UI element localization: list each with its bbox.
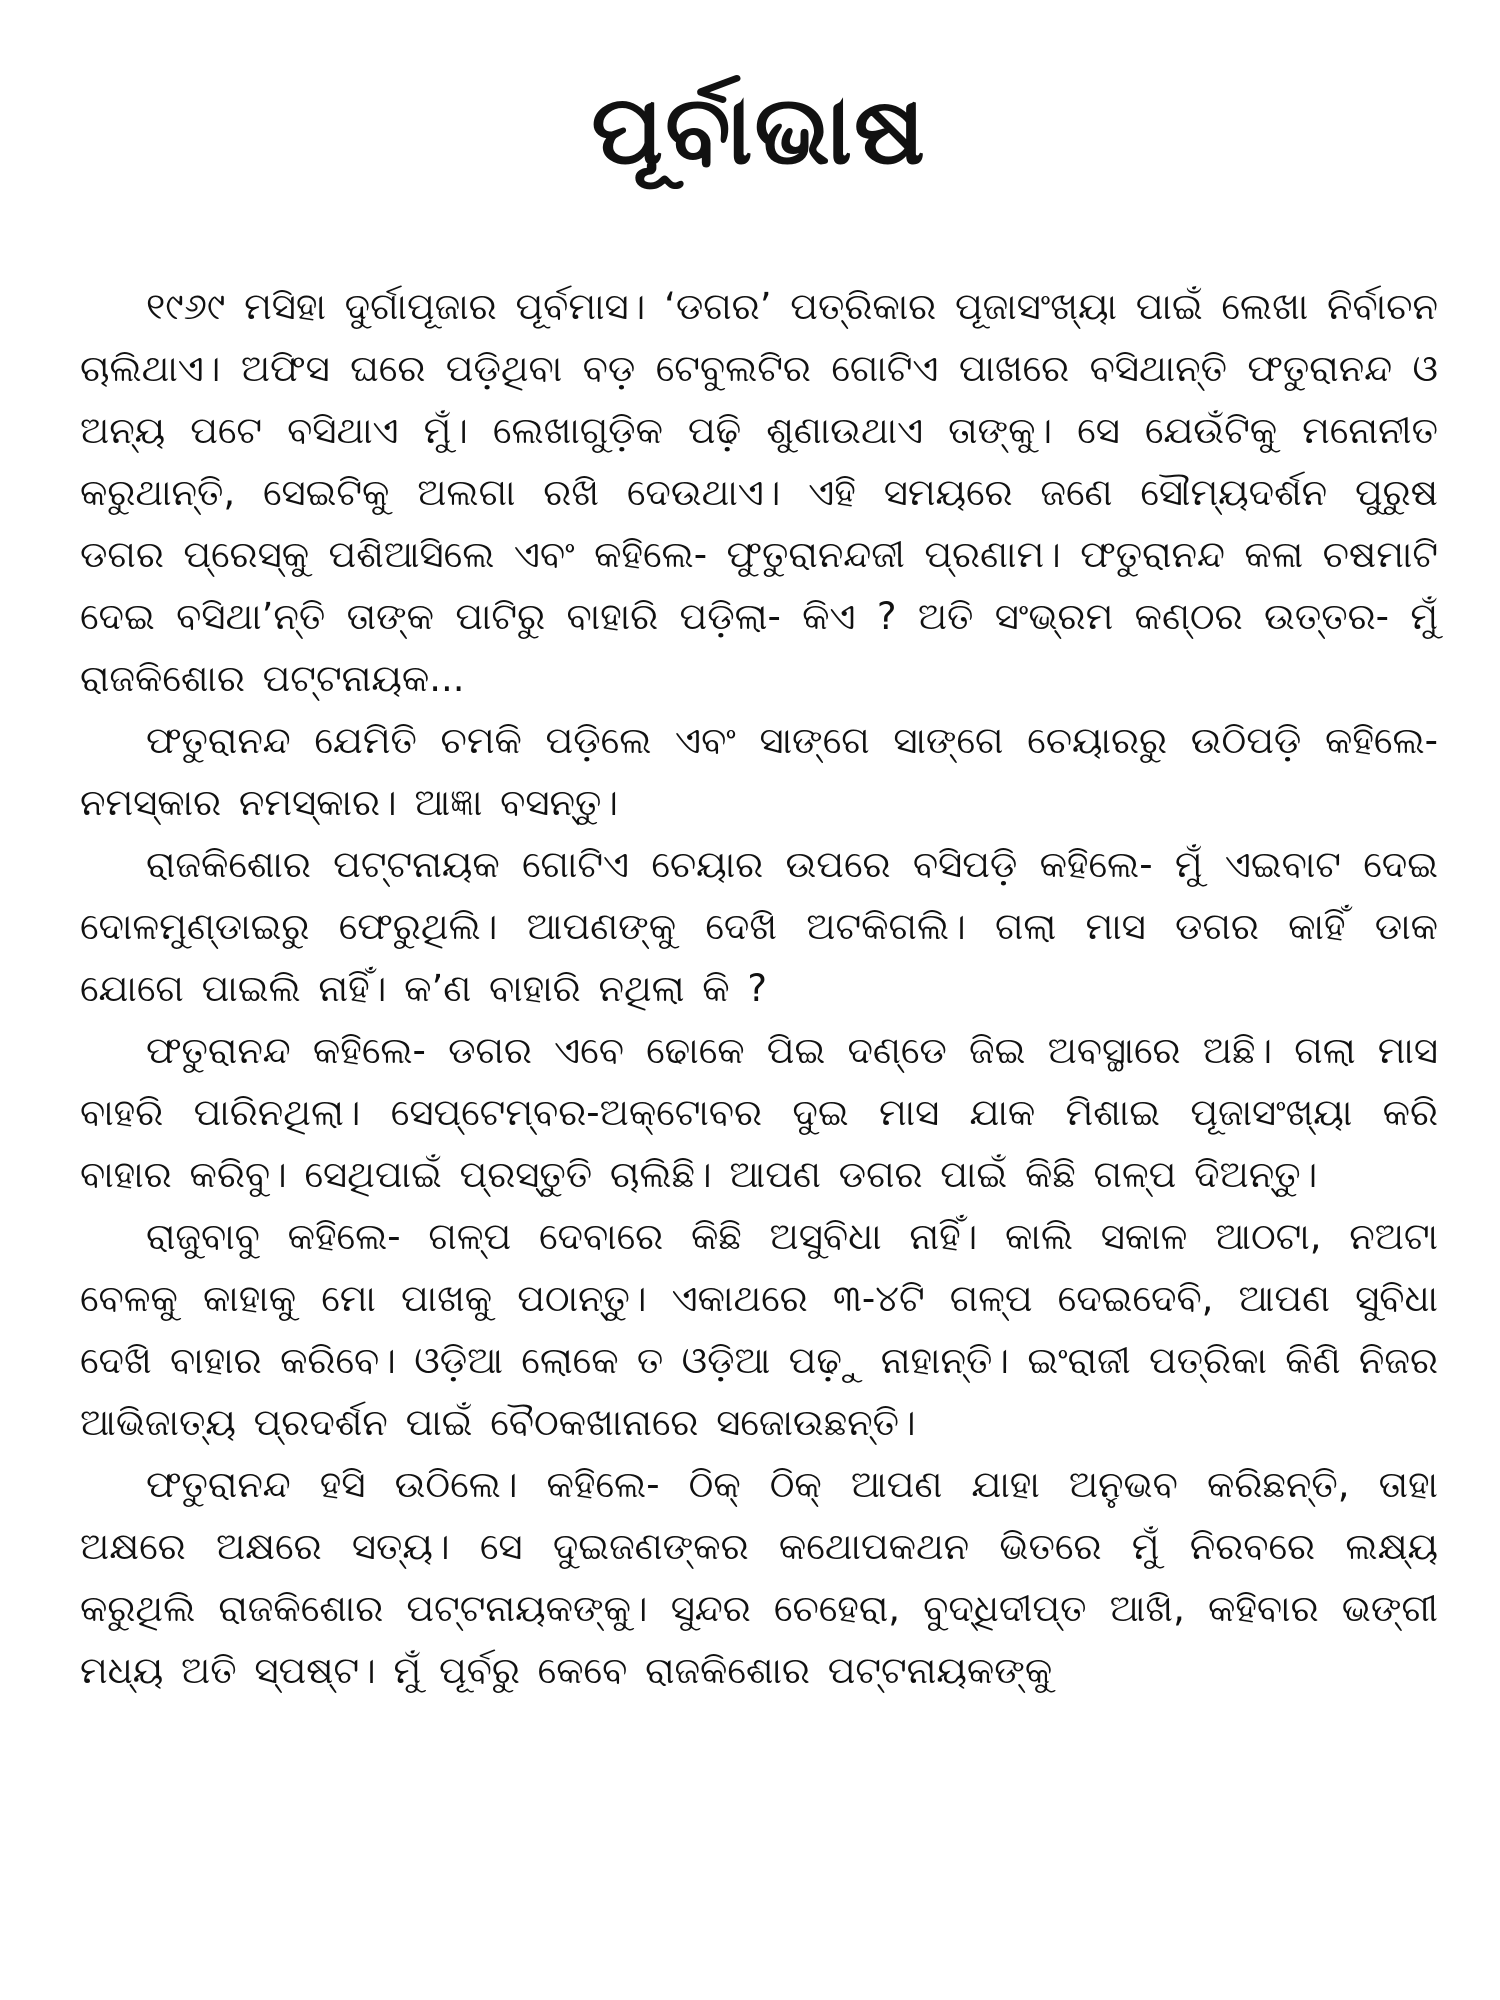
body-text bbox=[80, 276, 1438, 1702]
paragraph-2: ଫତୁରାନନ୍ଦ ଯେମିତି ଚମକି ପଡ଼ିଲେ ଏବଂ ସାଙ୍ଗେ ସାଙ୍ଗେ ଚେୟାରରୁ ଉଠିପଡ଼ି କହିଲେ- ନମସ୍କାର ନମସ୍କାର। ଆଜ୍ଞା ବସନ୍ତୁ। bbox=[80, 719, 1438, 824]
paragraph-1: ୧୯୬୯ ମସିହା ଦୁର୍ଗାପୂଜାର ପୂର୍ବମାସ। ‘ଡଗର’ ପତ୍ରିକାର ପୂଜାସଂଖ୍ୟା ପାଇଁ ଲେଖା ନିର୍ବାଚନ ଚାଲିଥାଏ। ଅଫିସ ଘରେ ପଡ଼ିଥିବା ବଡ଼ ଟେବୁଲଟିର ଗୋଟିଏ ପାଖରେ ବସିଥାନ୍ତି ଫତୁରାନନ୍ଦ ଓ ଅନ୍ୟ ପଟେ ବସିଥାଏ ମୁଁ। ଲେଖାଗୁଡ଼ିକ ପଢ଼ି ଶୁଣାଉଥାଏ ତାଙ୍କୁ। ସେ ଯେଉଁଟିକୁ ମନୋନୀତ କରୁଥାନ୍ତି, ସେଇଟିକୁ ଅଲଗା ରଖି ଦେଉଥାଏ। ଏହି ସମୟରେ ଜଣେ ସୌମ୍ୟଦର୍ଶନ ପୁରୁଷ ଡଗର ପ୍ରେସ୍‌କୁ ପଶିଆସିଲେ ଏବଂ କହିଲେ- ଫୁତୁରାନନ୍ଦଜୀ ପ୍ରଣାମ। ଫତୁରାନନ୍ଦ କଳା ଚଷମାଟି ଦେଇ ବସିଥା’ନ୍ତି ତାଙ୍କ ପାଟିରୁ ବାହାରି ପଡ଼ିଲା- କିଏ ? ଅତି ସଂଭ୍ରମ କଣ୍ଠର ଉତ୍ତର- ମୁଁ ରାଜକିଶୋର ପଟ୍ଟନାୟକ... bbox=[80, 285, 1438, 700]
page-title: ପୂର୍ବାଭାଷ bbox=[591, 74, 927, 186]
paragraph-4: ଫତୁରାନନ୍ଦ କହିଲେ- ଡଗର ଏବେ ଢୋକେ ପିଇ ଦଣ୍ଡେ ଜିଇ ଅବସ୍ଥାରେ ଅଛି। ଗଲା ମାସ ବାହରି ପାରିନଥିଲା। ସେପ୍ଟେମ୍ବର-ଅକ୍ଟୋବର ଦୁଇ ମାସ ଯାକ ମିଶାଇ ପୂଜାସଂଖ୍ୟା କରି ବାହାର କରିବୁ। ସେଥିପାଇଁ ପ୍ରସ୍ତୁତି ଚାଲିଛି। ଆପଣ ଡଗର ପାଇଁ କିଛି ଗଳ୍ପ ଦିଅନ୍ତୁ। bbox=[80, 1029, 1438, 1196]
paragraph-6: ଫତୁରାନନ୍ଦ ହସି ଉଠିଲେ। କହିଲେ- ଠିକ୍ ଠିକ୍ ଆପଣ ଯାହା ଅନୁଭବ କରିଛନ୍ତି, ତାହା ଅକ୍ଷରେ ଅକ୍ଷରେ ସତ୍ୟ। ସେ ଦୁଇଜଣଙ୍କର କଥୋପକଥନ ଭିତରେ ମୁଁ ନିରବରେ ଲକ୍ଷ୍ୟ କରୁଥିଲି ରାଜକିଶୋର ପଟ୍ଟନାୟକଙ୍କୁ। ସୁନ୍ଦର ଚେହେରା, ବୁଦ୍ଧିଦୀପ୍ତ ଆଖି, କହିବାର ଭଙ୍ଗୀ ମଧ୍ୟ ଅତି ସ୍ପଷ୍ଟ। ମୁଁ ପୂର୍ବରୁ କେବେ ରାଜକିଶୋର ପଟ୍ଟନାୟକଙ୍କୁ bbox=[80, 1463, 1438, 1692]
paragraph-5: ରାଜୁବାବୁ କହିଲେ- ଗଳ୍ପ ଦେବାରେ କିଛି ଅସୁବିଧା ନାହିଁ। କାଲି ସକାଳ ଆଠଟା, ନଅଟା ବେଳକୁ କାହାକୁ ମୋ ପାଖକୁ ପଠାନ୍ତୁ। ଏକାଥରେ ୩-୪ଟି ଗଳ୍ପ ଦେଇଦେବି, ଆପଣ ସୁବିଧା ଦେଖି ବାହାର କରିବେ। ଓଡ଼ିଆ ଲୋକେ ତ ଓଡ଼ିଆ ପଢ଼ୁ ନାହାନ୍ତି। ଇଂରାଜୀ ପତ୍ରିକା କିଣି ନିଜର ଆଭିଜାତ୍ୟ ପ୍ରଦର୍ଶନ ପାଇଁ ବୈଠକଖାନାରେ ସଜୋଉଛନ୍ତି। bbox=[80, 1215, 1438, 1444]
paragraph-3: ରାଜକିଶୋର ପଟ୍ଟନାୟକ ଗୋଟିଏ ଚେୟାର ଉପରେ ବସିପଡ଼ି କହିଲେ- ମୁଁ ଏଇବାଟ ଦେଇ ଦୋଳମୁଣ୍ଡାଇରୁ ଫେରୁଥିଲି। ଆପଣଙ୍କୁ ଦେଖି ଅଟକିଗଲି। ଗଲା ମାସ ଡଗର କାହିଁ ଡାକ ଯୋଗେ ପାଇଲି ନାହିଁ। କ’ଣ ବାହାରି ନଥିଲା କି ? bbox=[80, 843, 1438, 1010]
